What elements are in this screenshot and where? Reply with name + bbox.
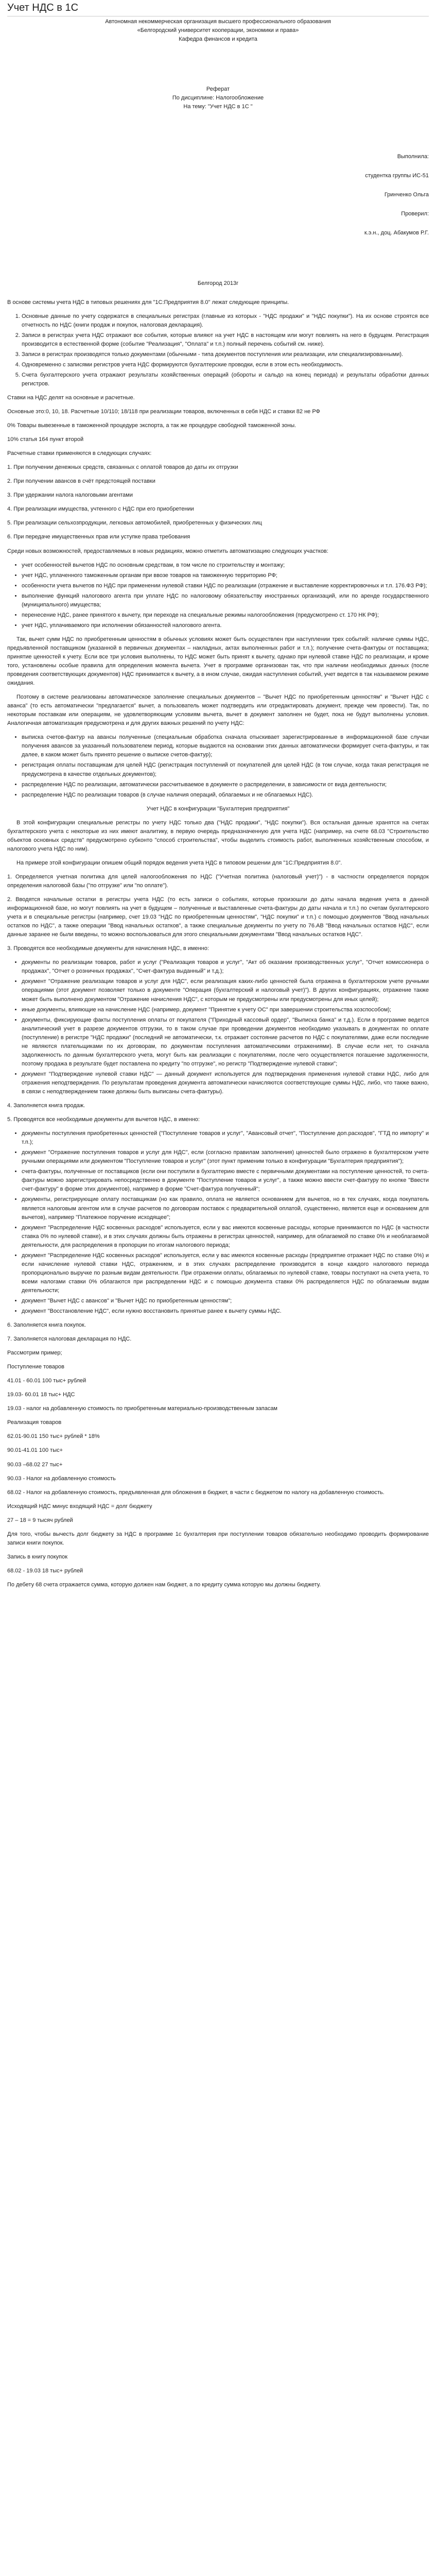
paragraph: 5. Проводятся все необходимые документы для вычетов НДС, в именно: — [7, 1116, 200, 1123]
list-item: • документ "Отражение поступления товаров и услуг для НДС", если (согласно правилам заполнения) ценностей было отражено в бухгалтерском учете ручными операциями или документом "Поступление товаров и услуг" (этот пункт применим только в конфигурации "Бухгалтерия предприятия"); — [22, 1148, 429, 1166]
list-item: 4. Одновременно с записями регистров учета НДС формируются бухгалтерские проводки, если в этом есть необходимость. — [22, 361, 429, 369]
paragraph: 4. При реализации имущества, учтенного с НДС при его приобретении — [7, 506, 194, 513]
paragraph: Учет НДС в конфигурации "Бухгалтерия предприятия" — [146, 805, 290, 812]
bullet-list — [7, 733, 429, 799]
list-item: • особенности учета вычетов по НДС при применении нулевой ставки НДС по реализации (отражение и выставление корректировочных и т.п. 176.ФЗ РФ); — [22, 582, 429, 590]
done-label: Выполнила: — [397, 154, 429, 160]
paragraph: 10% статья 164 пункт второй — [7, 436, 84, 443]
paragraph: Для того, чтобы вычесть долг бюджету за НДС в программе 1с бухгалтерия при поступлении товаров обязательно необходимо проводить формирование записи книги покупок. — [7, 1531, 429, 1546]
paragraph: Расчетные ставки применяются в следующих случаях: — [7, 450, 152, 457]
student-group: студентка группы ИС-51 — [365, 173, 429, 179]
paragraph: 90.01-41.01 100 тыс+ — [7, 1447, 63, 1454]
institution-line: Автономная некоммерческая организация высшего профессионального образования — [105, 19, 331, 25]
teacher-name: к.э.н., доц. Абакумов Р.Г. — [364, 230, 429, 236]
paragraph: Рассмотрим пример; — [7, 1350, 62, 1357]
list-item: • учет НДС, уплачиваемого при исполнении обязанностей налогового агента. — [22, 621, 429, 630]
paragraph: Так, вычет сумм НДС по приобретенным ценностям в обычных условиях может быть осуществлен при наступлении трех событий: наличие суммы НДС, предъявленной поставщиком (указанной в первичных документах – накладных, актах выполненных работ и т.п.); получение счета-фактуры от поставщика; принятие ценностей к учету. Если все три условия выполнены, то НДС может быть принят к вычету, однако при нулевой ставке НДС по реализации, и кроме того, установлены особые правила для определения момента вычета. Учет в программе организован так, что при наличии необходимых данных (после проведения соответствующих документов) НДС принимается к вычету, а в ином случае, ожидая наступления событий, учет ведется в так называемом режиме ожидания. — [7, 636, 429, 687]
paragraph: В этой конфигурации специальные регистры по учету НДС только два ("НДС продажи", "НДС покупки"). Вся остальная данные хранятся на счетах бухгалтерского учета с некоторые из них имеют аналитику, в первую очередь предназначенную для учета НДС (например, на счете 68.03 "Строительство объектов основных средств" предусмотрено субконто "способ строительства", чтобы выделить стоимость работ, выполненных хозяйственным способом, и налогового учета НДС по ним). — [7, 819, 429, 852]
essay-content — [7, 298, 429, 1589]
paragraph: 68.02 - Налог на добавленную стоимость, предъявленная для обложения в бюджет, в части с бюджетом по налогу на добавленную стоимость. — [7, 1489, 385, 1496]
paragraph: 19.03- 60.01 18 тыс+ НДС — [7, 1392, 75, 1398]
numbered-list — [7, 312, 429, 388]
list-item: • выписка счетов-фактур на авансы полученные (специальным обработка сначала отыскивает зарегистрированные в информационной базе случаи получения авансов за указанный пользователем период, которые выдаются на основании этих данных автоматически формирует счета-фактуры, и так далее, в каком может быть принято решение о выписке счетов-фактур); — [22, 733, 429, 759]
paragraph: Поступление товаров — [7, 1364, 65, 1370]
list-item: • учет НДС, уплаченного таможенным органам при ввозе товаров на таможенную территорию РФ; — [22, 571, 429, 580]
list-item: • документ "Восстановление НДС", если нужно восстановить принятые ранее к вычету суммы НДС. — [22, 1307, 429, 1316]
list-item: • документ "Отражение реализации товаров и услуг для НДС", если реализация каких-либо ценностей была отражена в бухгалтерском учете ручными операциями (этот документ позволяет только в документе "Операция (бухгалтерский и налоговый учет)"). В других конфигурациях, отражение также может быть выполнено документом "Отражение начисления НДС", с которым не предусмотрены или предусмотрены для иных целей); — [22, 977, 429, 1004]
list-item: • выполнение функций налогового агента при уплате НДС по налоговому обязательству иностранных организаций, или по аренде государственного (муниципального) имущества; — [22, 592, 429, 609]
paragraph: 6. Заполняется книга покупок. — [7, 1322, 86, 1329]
document-body — [7, 18, 429, 1589]
student-name: Гринченко Ольга — [384, 192, 429, 198]
list-item: 5. Счета бухгалтерского учета отражают результаты хозяйственных операций (обороты и сальдо на конец периода) и результаты обработки данных регистров. — [22, 371, 429, 388]
list-item: • распределение НДС по реализации товаров (в случае наличия операций, облагаемых и не облагаемых НДС). — [22, 791, 429, 800]
list-item: • иные документы, влияющие на начисление НДС (например, документ "Принятие к учету ОС" при завершении строительства хозспособом); — [22, 1006, 429, 1014]
list-item: • документы по реализации товаров, работ и услуг ("Реализация товаров и услуг", "Акт об оказании производственных услуг", "Отчет комиссионера о продажах", "Отчет о розничных продажах", "Счет-фактура выданный" и т.д.); — [22, 958, 429, 976]
university-line: «Белгородский университет кооперации, экономики и права» — [137, 27, 299, 34]
paragraph: Среди новых возможностей, предоставляемых в новых редакциях, можно отметить автоматизацию следующих участков: — [7, 548, 328, 554]
topic-line: На тему: "Учет НДС в 1С " — [183, 104, 253, 110]
bullet-list — [7, 958, 429, 1096]
paragraph: 1. Определяется учетная политика для целей налогообложения по НДС ("Учетная политика (налоговый учет)") - в частности определяется порядок определения налоговой базы ("по отгрузке" или "по оплате"). — [7, 873, 429, 889]
paragraph: 3. Проводятся все необходимые документы для начисления НДС, в именно: — [7, 945, 209, 952]
paragraph: Исходящий НДС минус входящий НДС = долг бюджету — [7, 1503, 152, 1510]
bullet-list — [7, 561, 429, 630]
author-block — [7, 152, 429, 238]
paragraph: 3. При удержании налога налоговыми агентами — [7, 492, 133, 499]
list-item: • документ "Подтверждение нулевой ставки НДС" — данный документ используется для подтверждения применения нулевой ставки НДС, либо для отражения неподтверждения. По результатам проведения документа автоматически начисляются соответствующие суммы НДС, либо, что также важно, в связи с неподтверждением также должны быть выписаны счета-фактуры). — [22, 1070, 429, 1096]
list-item: • документ "Распределение НДС косвенных расходов" используется, если у вас имеются косвенные расходы, которые принимаются по НДС (в частности ставка 0% по нулевой ставке), и в этих случаях должны быть отражены в регистрах ценностей, например, для облагаемой по ставке 0% и необлагаемой деятельности, для распределения в пропорции по итогам налогового периода; — [22, 1224, 429, 1250]
list-item: • документы, регистрирующие оплату поставщикам (но как правило, оплата не является основанием для вычетов, но в тех случаях, когда покупатель является налоговым агентом или в случае расчетов по договорам поставок с предварительной оплатой, существенно, является еще и основанием для вычетов), например "Платежное поручение исходящее"; — [22, 1195, 429, 1222]
list-item: • документ "Распределение НДС косвенных расходов" используется, если у вас имеются косвенные расходы (предприятие отражает НДС по ставке 0%) и если начисление нулевой ставки НДС, отражением, и в этих случаях распределение производится в конце каждого налогового периода пропорционально выручке по разным видам деятельности. При отражении оплаты, облагаемых по нулевой ставке, товары поступают на счета учета, то всеми налогами ставки 0% облагаются при распределении НДС и с помощью документа ставки 0% распределяется НДС по облагаемым видам деятельности; — [22, 1251, 429, 1295]
referat-label: Реферат — [206, 86, 230, 93]
paragraph: Поэтому в системе реализованы автоматическое заполнение специальных документов – "Вычет НДС по приобретенным ценностям" и "Вычет НДС с аванса" (то есть автоматически "предлагается" вычет, а пользователь может подтвердить или отредактировать документ, прежде чем провести). Так, по некоторым поставкам или операциям, не удовлетворяющим условиям вычета, вычет в документ заполнен не будет, пока не будут выполнены условия. Аналогичная автоматизация предусмотрена и для других важных решений по учету НДС: — [7, 694, 429, 727]
list-item: • распределение НДС по реализации, автоматически рассчитываемое в документе о распределении, в зависимости от вида деятельности; — [22, 781, 429, 789]
paragraph: Реализация товаров — [7, 1419, 62, 1426]
paragraph: Ставки на НДС делят на основные и расчетные. — [7, 394, 135, 401]
page-title: Учет НДС в 1С — [7, 2, 429, 16]
department-line: Кафедра финансов и кредита — [179, 36, 257, 43]
checked-label: Проверил: — [401, 211, 429, 217]
paragraph: 1. При получении денежных средств, связанных с оплатой товаров до даты их отгрузки — [7, 464, 238, 471]
paragraph: Основные это:0, 10, 18. Расчетные 10/110; 18/118 при реализации товаров, включенных в себя НДС и ставки 82 не РФ — [7, 409, 320, 415]
paragraph: На примере этой конфигурации опишем общий порядок ведения учета НДС в типовом решении для "1С:Предприятия 8.0". — [16, 859, 342, 866]
list-item: 3. Записи в регистрах производятся только документами (обычными - типа документов поступления или реализации, или специализированными). — [22, 350, 429, 359]
list-item: • документы поступления приобретенных ценностей ("Поступление товаров и услуг", "Авансовый отчет", "Поступление доп.расходов", "ГТД по импорту" и т.п.); — [22, 1129, 429, 1147]
paragraph: 27 – 18 = 9 тысяч рублей — [7, 1517, 73, 1523]
paragraph: 41.01 - 60.01 100 тыс+ рублей — [7, 1378, 86, 1384]
paragraph: 2. Вводятся начальные остатки в регистры учета НДС (то есть записи о событиях, которые произошли до даты начала ведения учета в данной информационной базе, но могут повлиять на учет в будущем – полученные и выставленные счета-фактуры до даты начала и т.п.) по счетам бухгалтерского учета и в специальные регистры (например, счет 19.03 "НДС по приобретенным ценностям", "НДС покупки" и т.п.) с помощью документов "Ввод начальных остатков по НДС", а также операции "Ввод начальных остатков", а также специальные документы по учету по 76.АВ "Ввод начальных остатков НДС", если данные заранее не были введены, то можно воспользоваться для этого специальными документами "Ввод начальных остатков НДС". — [7, 896, 429, 938]
list-item: • документы, фиксирующие факты поступления оплаты от покупателя ("Приходный кассовый ордер", "Выписка банка" и т.д.). Если в программе ведется аналитический учет в разрезе документов отгрузки, то в таком случае при проведении документов необходимо указывать в документах по оплате (поступление) в регистре "НДС продажи" (последний не автоматически, т.к. отражает состояние расчетов по НДС с покупателями, даже если последние не являются плательщиками по их договорам, по документам поступления автоматическими отражениями). В случае если нет, то сначала задолженность по данным бухгалтерского учета, могут быть как реализации с покупателями, после чего осуществляется погашение задолженности, поэтому продажа в результате будет поставлена по кредиту "по отгрузке", но регистр "Подтверждение нулевой ставки"; — [22, 1016, 429, 1069]
paragraph: В основе системы учета НДС в типовых решениях для "1С:Предприятия 8.0" лежат следующие принципы. — [7, 299, 289, 306]
paragraph: 90.03 - Налог на добавленную стоимость — [7, 1475, 116, 1482]
paragraph: 19.03 - налог на добавленную стоимость по приобретенным материально-производственным запасам — [7, 1405, 277, 1412]
list-item: • учет особенностей вычетов НДС по основным средствам, в том числе по строительству и монтажу; — [22, 561, 429, 570]
paragraph: 2. При получении авансов в счёт предстоящей поставки — [7, 478, 155, 485]
paragraph: По дебету 68 счета отражается сумма, которую должен нам бюджет, а по кредиту сумма которую мы должны бюджету. — [7, 1581, 321, 1588]
paragraph: 4. Заполняется книга продаж. — [7, 1103, 85, 1109]
title-page-header — [7, 18, 429, 44]
paragraph: 90.03 –68.02 27 тыс+ — [7, 1461, 63, 1468]
list-item: • документ "Вычет НДС с авансов" и "Вычет НДС по приобретенным ценностям"; — [22, 1297, 429, 1306]
paragraph: 6. При передаче имущественных прав или уступке права требования — [7, 534, 190, 540]
list-item: • перенесение НДС, ранее принятого к вычету, при переходе на специальные режимы налогообложения (предусмотрено ст. 170 НК РФ); — [22, 611, 429, 620]
list-item: • регистрация оплаты поставщикам для целей НДС (регистрация поступлений от покупателей для целей НДС (в том случае, когда такая регистрация не предусмотрена в качестве отдельных документов); — [22, 761, 429, 778]
referat-block — [7, 85, 429, 111]
paragraph: Запись в книгу покупок — [7, 1553, 68, 1560]
list-item: 1. Основные данные по учету содержатся в специальных регистрах (главные из которых - "НДС продажи" и "НДС покупки"). На их основе строятся все отчетность по НДС (книги продаж и покупок, налоговая декларация). — [22, 312, 429, 330]
paragraph: 5. При реализации сельхозпродукции, легковых автомобилей, приобретенных у физических лиц — [7, 520, 262, 527]
paragraph: 62.01-90.01 150 тыс+ рублей * 18% — [7, 1433, 100, 1440]
list-item: • счета-фактуры, полученные от поставщиков (если они поступили в бухгалтерию вместе с первичными документами на поступление ценностей, то счета-фактуры можно зарегистрировать непосредственно в документе "Поступление товаров и услуг", а также можно ввести счет-фактуру по кнопке "Ввести счет-фактуру" в форме этих документов), например в форме "Счет-фактура полученный"; — [22, 1167, 429, 1194]
bullet-list — [7, 1129, 429, 1316]
paragraph: 7. Заполняется налоговая декларация по НДС. — [7, 1336, 132, 1343]
discipline-line: По дисциплине: Налогообложение — [172, 95, 264, 101]
paragraph: 0% Товары вывезенные в таможенной процедуре экспорта, а так же процедуре свободной таможенной зоны. — [7, 422, 297, 429]
list-item: 2. Записи в регистрах учета НДС отражают все события, которые влияют на учет НДС в настоящем или могут повлиять на него в будущем. Регистрация производится в естественной форме (событие "Реализация", "Оплата" и т.п.) полный перечень событий см. ниже). — [22, 331, 429, 349]
city-year: Белгород 2013г — [197, 280, 239, 286]
paragraph: 68.02 - 19.03 18 тыс+ рублей — [7, 1567, 83, 1574]
